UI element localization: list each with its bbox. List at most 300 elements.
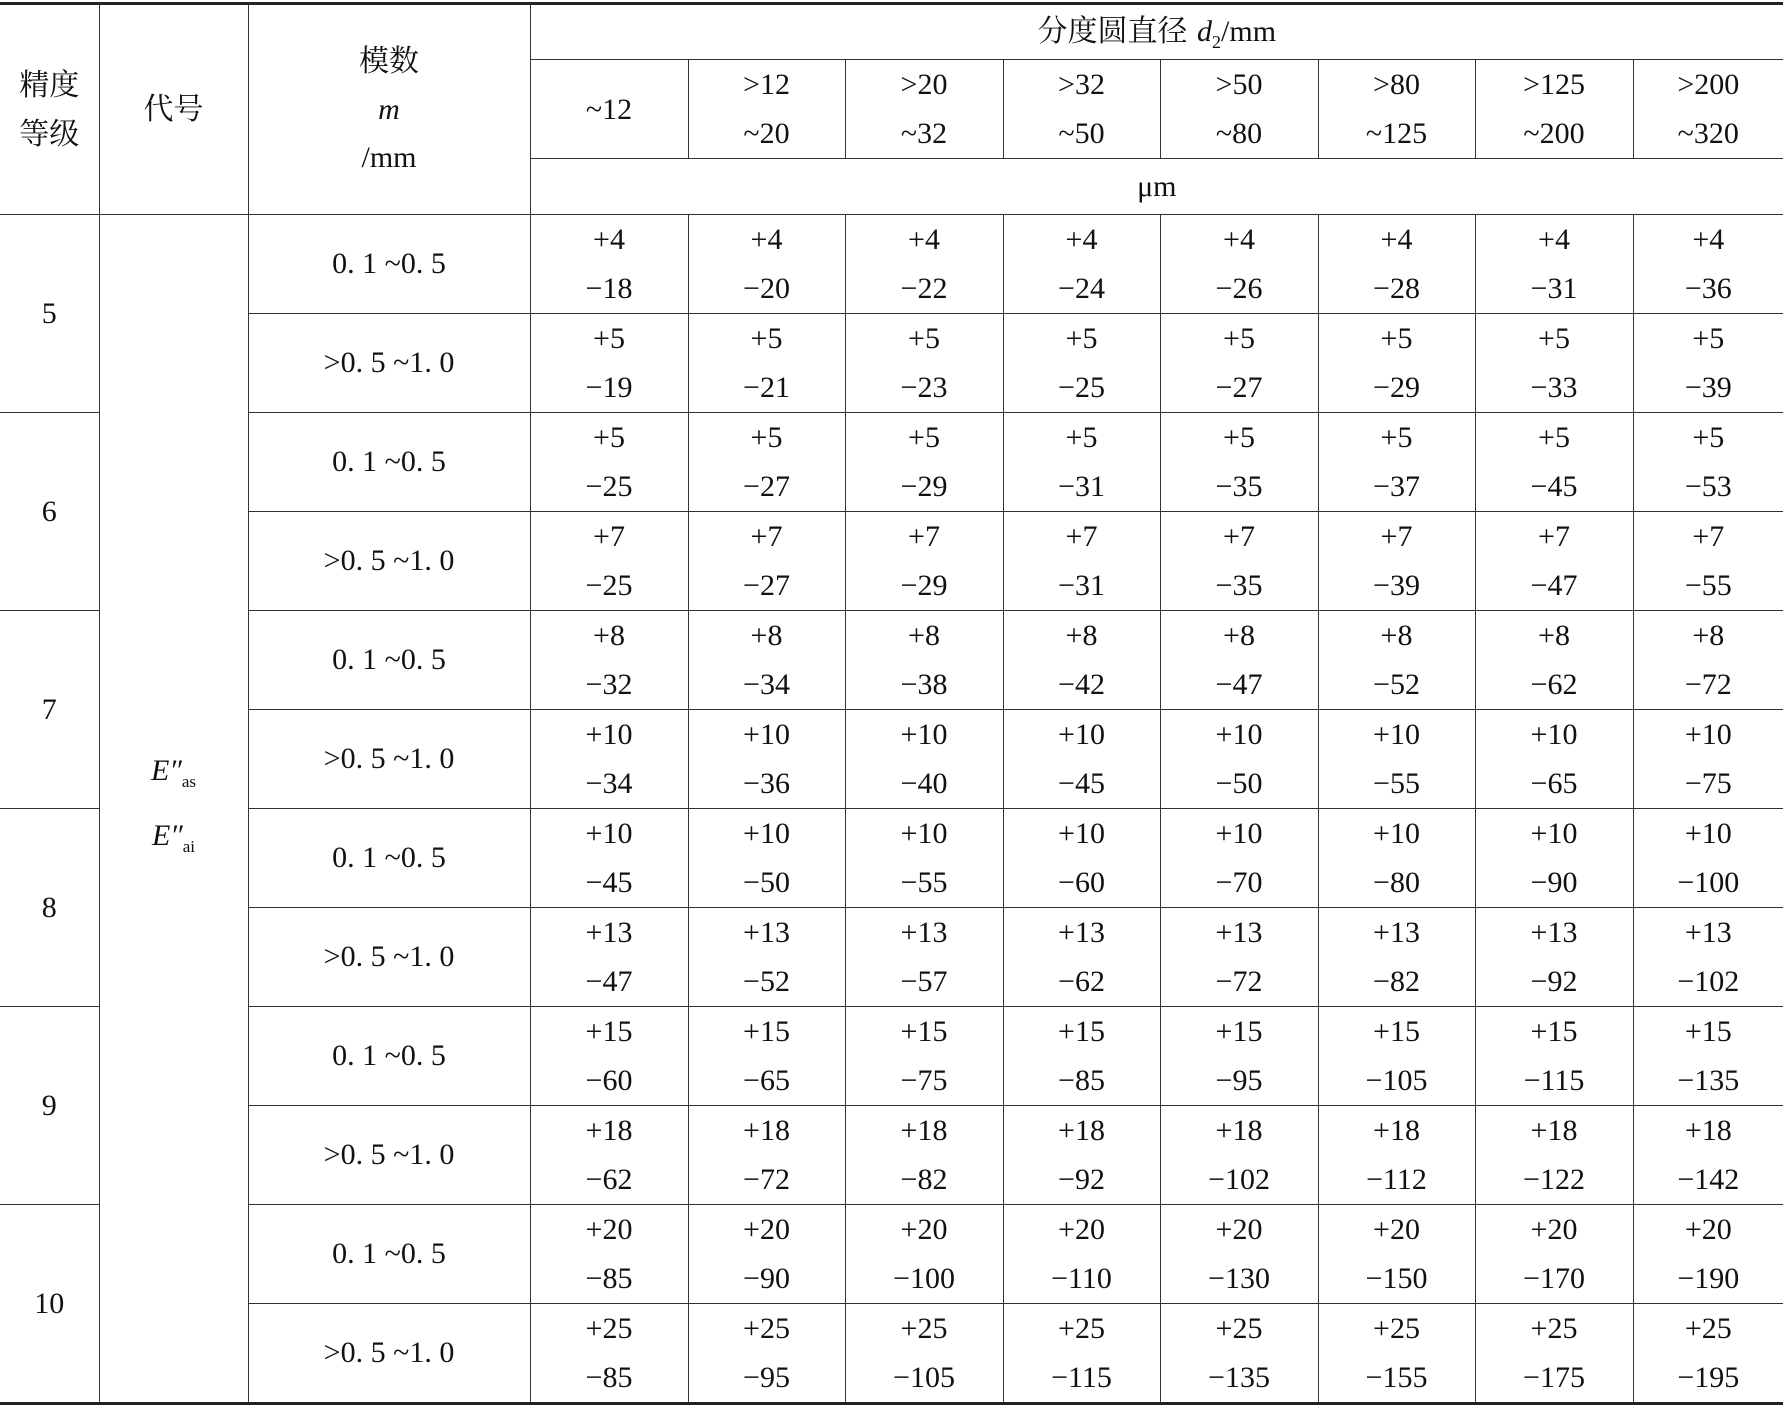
upper-deviation: +7 xyxy=(750,520,783,553)
header-range-3-line1: >32 xyxy=(1058,68,1105,101)
lower-deviation: −36 xyxy=(1684,272,1732,305)
lower-deviation: −75 xyxy=(1684,767,1732,800)
header-range-4-line2: ~80 xyxy=(1215,117,1263,150)
lower-deviation: −85 xyxy=(1058,1064,1105,1097)
deviation-cell xyxy=(845,1007,1003,1106)
header-range-2 xyxy=(845,60,1003,159)
lower-deviation: −95 xyxy=(1215,1064,1263,1097)
deviation-cell xyxy=(845,314,1003,413)
upper-deviation: +18 xyxy=(743,1114,790,1147)
upper-deviation: +25 xyxy=(585,1312,633,1345)
deviation-cell xyxy=(845,512,1003,611)
table-row xyxy=(0,314,1783,413)
upper-deviation: +10 xyxy=(1373,718,1420,751)
lower-deviation: −105 xyxy=(893,1361,955,1394)
lower-deviation: −55 xyxy=(1684,569,1732,602)
upper-deviation: +25 xyxy=(1684,1312,1732,1345)
upper-deviation: +5 xyxy=(593,421,625,454)
upper-deviation: +13 xyxy=(585,916,633,949)
table-row xyxy=(0,908,1783,1007)
code-lower-sub: ai xyxy=(182,836,196,856)
lower-deviation: −195 xyxy=(1677,1361,1740,1394)
header-range-2-line2: ~32 xyxy=(900,117,948,150)
upper-deviation: +5 xyxy=(1065,421,1098,454)
header-module-line2: m xyxy=(378,92,400,126)
module-cell: 0. 1 ~0. 5 xyxy=(248,1205,530,1304)
deviation-cell xyxy=(1475,1106,1633,1205)
upper-deviation: +8 xyxy=(908,619,940,652)
upper-deviation: +5 xyxy=(1380,421,1413,454)
upper-deviation: +8 xyxy=(750,619,783,652)
header-range-0-line1: ~12 xyxy=(585,92,633,126)
upper-deviation: +10 xyxy=(585,718,633,751)
lower-deviation: −52 xyxy=(1373,668,1420,701)
lower-deviation: −112 xyxy=(1366,1163,1427,1196)
upper-deviation: +8 xyxy=(1538,619,1570,652)
deviation-cell xyxy=(1003,413,1160,512)
deviation-cell xyxy=(1318,1007,1475,1106)
deviation-cell xyxy=(1475,215,1633,314)
module-cell: 0. 1 ~0. 5 xyxy=(248,413,530,512)
deviation-cell xyxy=(530,710,688,809)
upper-deviation: +10 xyxy=(900,817,948,850)
upper-deviation: +5 xyxy=(750,421,783,454)
lower-deviation: −115 xyxy=(1051,1361,1112,1394)
deviation-cell xyxy=(1475,809,1633,908)
lower-deviation: −39 xyxy=(1373,569,1420,602)
deviation-cell xyxy=(530,908,688,1007)
deviation-cell xyxy=(1475,1205,1633,1304)
deviation-cell xyxy=(1003,908,1160,1007)
module-cell: 0. 1 ~0. 5 xyxy=(248,215,530,314)
header-range-5 xyxy=(1318,60,1475,159)
lower-deviation: −26 xyxy=(1215,272,1263,305)
upper-deviation: +7 xyxy=(1223,520,1255,553)
deviation-cell xyxy=(530,1106,688,1205)
upper-deviation: +13 xyxy=(1058,916,1105,949)
deviation-cell xyxy=(1318,1205,1475,1304)
lower-deviation: −45 xyxy=(585,866,633,899)
lower-deviation: −85 xyxy=(585,1361,633,1394)
deviation-cell xyxy=(688,710,845,809)
header-range-4 xyxy=(1160,60,1318,159)
lower-deviation: −29 xyxy=(900,569,948,602)
deviation-cell xyxy=(845,1205,1003,1304)
upper-deviation: +4 xyxy=(1538,223,1570,256)
deviation-cell xyxy=(845,1106,1003,1205)
upper-deviation: +20 xyxy=(1058,1213,1105,1246)
header-range-7-line1: >200 xyxy=(1677,68,1740,101)
deviation-cell xyxy=(1160,1205,1318,1304)
lower-deviation: −53 xyxy=(1684,470,1732,503)
module-cell: >0. 5 ~1. 0 xyxy=(248,512,530,611)
lower-deviation: −45 xyxy=(1058,767,1105,800)
deviation-cell xyxy=(845,413,1003,512)
deviation-cell xyxy=(1633,611,1783,710)
lower-deviation: −82 xyxy=(1373,965,1420,998)
deviation-cell xyxy=(1475,710,1633,809)
header-diameter-title xyxy=(530,4,1783,60)
diameter-title-prefix: 分度圆直径 xyxy=(1037,14,1198,49)
lower-deviation: −102 xyxy=(1208,1163,1270,1196)
lower-deviation: −130 xyxy=(1208,1262,1270,1295)
lower-deviation: −102 xyxy=(1677,965,1740,998)
module-cell: 0. 1 ~0. 5 xyxy=(248,1007,530,1106)
upper-deviation: +4 xyxy=(1692,223,1725,256)
upper-deviation: +15 xyxy=(743,1015,790,1048)
upper-deviation: +5 xyxy=(750,322,783,355)
table-row xyxy=(0,1205,1783,1304)
table-row xyxy=(0,1007,1783,1106)
header-range-5-line2: ~125 xyxy=(1365,117,1428,150)
upper-deviation: +18 xyxy=(1373,1114,1420,1147)
header-range-2-line1: >20 xyxy=(900,68,948,101)
grade-cell: 5 xyxy=(0,215,99,413)
deviation-cell xyxy=(1475,314,1633,413)
lower-deviation: −34 xyxy=(585,767,633,800)
lower-deviation: −33 xyxy=(1530,371,1578,404)
code-lower xyxy=(100,809,248,874)
diameter-title-var: d xyxy=(1197,15,1213,48)
header-module-line3: /mm xyxy=(361,140,417,174)
upper-deviation: +18 xyxy=(585,1114,633,1147)
table-row xyxy=(0,809,1783,908)
deviation-cell xyxy=(845,908,1003,1007)
lower-deviation: −142 xyxy=(1677,1163,1740,1196)
deviation-cell xyxy=(688,809,845,908)
upper-deviation: +10 xyxy=(1530,817,1578,850)
lower-deviation: −72 xyxy=(1215,965,1263,998)
deviation-cell xyxy=(845,611,1003,710)
upper-deviation: +4 xyxy=(908,223,940,256)
lower-deviation: −27 xyxy=(743,569,790,602)
module-cell: 0. 1 ~0. 5 xyxy=(248,809,530,908)
lower-deviation: −35 xyxy=(1215,470,1263,503)
lower-deviation: −135 xyxy=(1677,1064,1740,1097)
upper-deviation: +13 xyxy=(1215,916,1263,949)
upper-deviation: +13 xyxy=(1373,916,1420,949)
deviation-cell xyxy=(1318,908,1475,1007)
deviation-cell xyxy=(1003,1205,1160,1304)
deviation-cell xyxy=(530,512,688,611)
module-cell: >0. 5 ~1. 0 xyxy=(248,908,530,1007)
upper-deviation: +4 xyxy=(1380,223,1413,256)
header-range-3-line2: ~50 xyxy=(1058,117,1105,150)
lower-deviation: −23 xyxy=(900,371,948,404)
upper-deviation: +25 xyxy=(1215,1312,1263,1345)
deviation-cell xyxy=(1318,1106,1475,1205)
upper-deviation: +20 xyxy=(1530,1213,1578,1246)
lower-deviation: −62 xyxy=(585,1163,633,1196)
table-row xyxy=(0,611,1783,710)
lower-deviation: −82 xyxy=(900,1163,948,1196)
upper-deviation: +5 xyxy=(1065,322,1098,355)
lower-deviation: −62 xyxy=(1058,965,1105,998)
deviation-cell xyxy=(845,809,1003,908)
lower-deviation: −40 xyxy=(900,767,948,800)
lower-deviation: −150 xyxy=(1365,1262,1428,1295)
header-range-7-line2: ~320 xyxy=(1677,117,1739,150)
lower-deviation: −34 xyxy=(743,668,790,701)
upper-deviation: +8 xyxy=(1065,619,1098,652)
deviation-cell xyxy=(1475,512,1633,611)
deviation-cell xyxy=(1475,611,1633,710)
deviation-cell xyxy=(1633,314,1783,413)
lower-deviation: −29 xyxy=(1373,371,1420,404)
deviation-cell xyxy=(1318,611,1475,710)
header-code xyxy=(99,4,248,215)
grade-cell: 10 xyxy=(0,1205,99,1404)
lower-deviation: −32 xyxy=(585,668,633,701)
lower-deviation: −92 xyxy=(1530,965,1578,998)
module-cell: >0. 5 ~1. 0 xyxy=(248,314,530,413)
deviation-cell xyxy=(530,1205,688,1304)
lower-deviation: −31 xyxy=(1058,569,1105,602)
deviation-cell xyxy=(688,1007,845,1106)
deviation-cell xyxy=(1633,809,1783,908)
upper-deviation: +5 xyxy=(1538,322,1570,355)
deviation-cell xyxy=(1160,1106,1318,1205)
deviation-cell xyxy=(1318,809,1475,908)
deviation-cell xyxy=(1003,710,1160,809)
upper-deviation: +13 xyxy=(900,916,948,949)
deviation-cell xyxy=(530,809,688,908)
deviation-cell xyxy=(1003,809,1160,908)
deviation-cell xyxy=(1318,512,1475,611)
upper-deviation: +10 xyxy=(900,718,948,751)
deviation-cell xyxy=(1633,512,1783,611)
deviation-cell xyxy=(688,215,845,314)
deviation-cell xyxy=(530,1007,688,1106)
deviation-cell xyxy=(1475,1007,1633,1106)
deviation-cell xyxy=(1160,1007,1318,1106)
upper-deviation: +10 xyxy=(1684,817,1732,850)
deviation-cell xyxy=(1160,413,1318,512)
lower-deviation: −39 xyxy=(1684,371,1732,404)
deviation-cell xyxy=(688,314,845,413)
lower-deviation: −55 xyxy=(1373,767,1420,800)
lower-deviation: −100 xyxy=(893,1262,955,1295)
lower-deviation: −170 xyxy=(1523,1262,1585,1295)
header-grade xyxy=(0,4,99,215)
deviation-cell xyxy=(1160,710,1318,809)
deviation-cell xyxy=(1160,215,1318,314)
deviation-cell xyxy=(1633,215,1783,314)
deviation-cell xyxy=(1003,1304,1160,1404)
lower-deviation: −50 xyxy=(1215,767,1263,800)
header-grade-line1: 精度 xyxy=(19,67,80,103)
lower-deviation: −135 xyxy=(1208,1361,1270,1394)
lower-deviation: −20 xyxy=(743,272,790,305)
lower-deviation: −29 xyxy=(900,470,948,503)
table-row xyxy=(0,215,1783,314)
header-range-1 xyxy=(688,60,845,159)
table-body xyxy=(0,215,1783,1404)
table-row xyxy=(0,413,1783,512)
deviation-cell xyxy=(1160,1304,1318,1404)
upper-deviation: +18 xyxy=(1530,1114,1578,1147)
lower-deviation: −25 xyxy=(1058,371,1105,404)
deviation-cell xyxy=(688,1205,845,1304)
header-module xyxy=(248,4,530,215)
lower-deviation: −38 xyxy=(900,668,948,701)
deviation-cell xyxy=(1160,908,1318,1007)
upper-deviation: +7 xyxy=(1380,520,1413,553)
deviation-cell xyxy=(845,710,1003,809)
upper-deviation: +15 xyxy=(1684,1015,1732,1048)
lower-deviation: −31 xyxy=(1058,470,1105,503)
upper-deviation: +10 xyxy=(1373,817,1420,850)
upper-deviation: +5 xyxy=(908,421,940,454)
lower-deviation: −175 xyxy=(1523,1361,1585,1394)
diameter-title-suffix: /mm xyxy=(1221,15,1277,48)
deviation-cell xyxy=(845,215,1003,314)
grade-cell: 7 xyxy=(0,611,99,809)
lower-deviation: −31 xyxy=(1530,272,1578,305)
header-code-label: 代号 xyxy=(143,91,204,127)
deviation-cell xyxy=(1318,413,1475,512)
tolerance-table xyxy=(0,2,1783,1405)
deviation-cell xyxy=(530,611,688,710)
upper-deviation: +5 xyxy=(593,322,625,355)
upper-deviation: +15 xyxy=(585,1015,633,1048)
upper-deviation: +8 xyxy=(593,619,625,652)
table-row xyxy=(0,512,1783,611)
header-range-3 xyxy=(1003,60,1160,159)
deviation-cell xyxy=(1633,1205,1783,1304)
deviation-cell xyxy=(1633,1007,1783,1106)
lower-deviation: −65 xyxy=(743,1064,790,1097)
lower-deviation: −52 xyxy=(743,965,790,998)
deviation-cell xyxy=(1633,1304,1783,1404)
upper-deviation: +13 xyxy=(743,916,790,949)
lower-deviation: −65 xyxy=(1530,767,1578,800)
lower-deviation: −27 xyxy=(743,470,790,503)
deviation-cell xyxy=(1003,215,1160,314)
upper-deviation: +25 xyxy=(1058,1312,1105,1345)
upper-deviation: +8 xyxy=(1692,619,1725,652)
deviation-cell xyxy=(688,908,845,1007)
upper-deviation: +10 xyxy=(1058,718,1105,751)
upper-deviation: +7 xyxy=(908,520,940,553)
upper-deviation: +10 xyxy=(1215,817,1263,850)
deviation-cell xyxy=(1633,413,1783,512)
lower-deviation: −55 xyxy=(900,866,948,899)
upper-deviation: +4 xyxy=(1065,223,1098,256)
upper-deviation: +5 xyxy=(1223,322,1255,355)
deviation-cell xyxy=(688,512,845,611)
upper-deviation: +20 xyxy=(585,1213,633,1246)
deviation-cell xyxy=(1633,710,1783,809)
code-upper-sub: as xyxy=(181,771,196,791)
lower-deviation: −45 xyxy=(1530,470,1578,503)
header-grade-line2: 等级 xyxy=(19,116,80,152)
diameter-title-sub: 2 xyxy=(1212,32,1222,52)
header-range-6 xyxy=(1475,60,1633,159)
code-upper-main: E″ xyxy=(151,753,182,787)
lower-deviation: −18 xyxy=(585,272,633,305)
upper-deviation: +25 xyxy=(1530,1312,1578,1345)
deviation-cell xyxy=(1003,512,1160,611)
upper-deviation: +5 xyxy=(1692,421,1725,454)
deviation-cell xyxy=(1003,314,1160,413)
upper-deviation: +4 xyxy=(750,223,783,256)
header-range-7 xyxy=(1633,60,1783,159)
lower-deviation: −92 xyxy=(1058,1163,1105,1196)
lower-deviation: −75 xyxy=(900,1064,948,1097)
deviation-cell xyxy=(1475,908,1633,1007)
header-module-line1: 模数 xyxy=(359,43,419,79)
upper-deviation: +5 xyxy=(1380,322,1413,355)
lower-deviation: −70 xyxy=(1215,866,1263,899)
upper-deviation: +15 xyxy=(1373,1015,1420,1048)
code-cell xyxy=(99,215,248,1404)
upper-deviation: +7 xyxy=(1692,520,1725,553)
deviation-cell xyxy=(1160,809,1318,908)
upper-deviation: +18 xyxy=(900,1114,948,1147)
lower-deviation: −47 xyxy=(1530,569,1578,602)
deviation-cell xyxy=(1318,215,1475,314)
module-cell: >0. 5 ~1. 0 xyxy=(248,710,530,809)
upper-deviation: +20 xyxy=(743,1213,790,1246)
lower-deviation: −37 xyxy=(1373,470,1420,503)
deviation-cell xyxy=(1003,1007,1160,1106)
deviation-cell xyxy=(1003,1106,1160,1205)
upper-deviation: +5 xyxy=(1692,322,1725,355)
lower-deviation: −95 xyxy=(743,1361,790,1394)
upper-deviation: +8 xyxy=(1223,619,1255,652)
header-unit: μm xyxy=(530,159,1783,215)
upper-deviation: +18 xyxy=(1215,1114,1263,1147)
deviation-cell xyxy=(1633,908,1783,1007)
upper-deviation: +15 xyxy=(1215,1015,1263,1048)
grade-cell: 9 xyxy=(0,1007,99,1205)
lower-deviation: −100 xyxy=(1677,866,1740,899)
header-range-0 xyxy=(530,60,688,159)
lower-deviation: −85 xyxy=(585,1262,633,1295)
lower-deviation: −50 xyxy=(743,866,790,899)
deviation-cell xyxy=(1318,710,1475,809)
deviation-cell xyxy=(1475,413,1633,512)
upper-deviation: +25 xyxy=(743,1312,790,1345)
lower-deviation: −115 xyxy=(1523,1064,1585,1097)
upper-deviation: +10 xyxy=(1215,718,1263,751)
lower-deviation: −80 xyxy=(1373,866,1420,899)
upper-deviation: +20 xyxy=(1373,1213,1420,1246)
lower-deviation: −72 xyxy=(1684,668,1732,701)
upper-deviation: +20 xyxy=(1684,1213,1732,1246)
deviation-cell xyxy=(530,1304,688,1404)
deviation-cell xyxy=(1160,512,1318,611)
deviation-cell xyxy=(688,1304,845,1404)
deviation-cell xyxy=(688,1106,845,1205)
lower-deviation: −155 xyxy=(1365,1361,1428,1394)
upper-deviation: +10 xyxy=(585,817,633,850)
upper-deviation: +4 xyxy=(593,223,625,256)
lower-deviation: −42 xyxy=(1058,668,1105,701)
module-cell: 0. 1 ~0. 5 xyxy=(248,611,530,710)
upper-deviation: +10 xyxy=(1058,817,1105,850)
upper-deviation: +10 xyxy=(743,718,790,751)
lower-deviation: −105 xyxy=(1365,1064,1428,1097)
table-row xyxy=(0,710,1783,809)
lower-deviation: −57 xyxy=(900,965,948,998)
deviation-cell xyxy=(845,1304,1003,1404)
upper-deviation: +7 xyxy=(593,520,625,553)
upper-deviation: +5 xyxy=(1223,421,1255,454)
lower-deviation: −190 xyxy=(1677,1262,1740,1295)
deviation-cell xyxy=(530,215,688,314)
